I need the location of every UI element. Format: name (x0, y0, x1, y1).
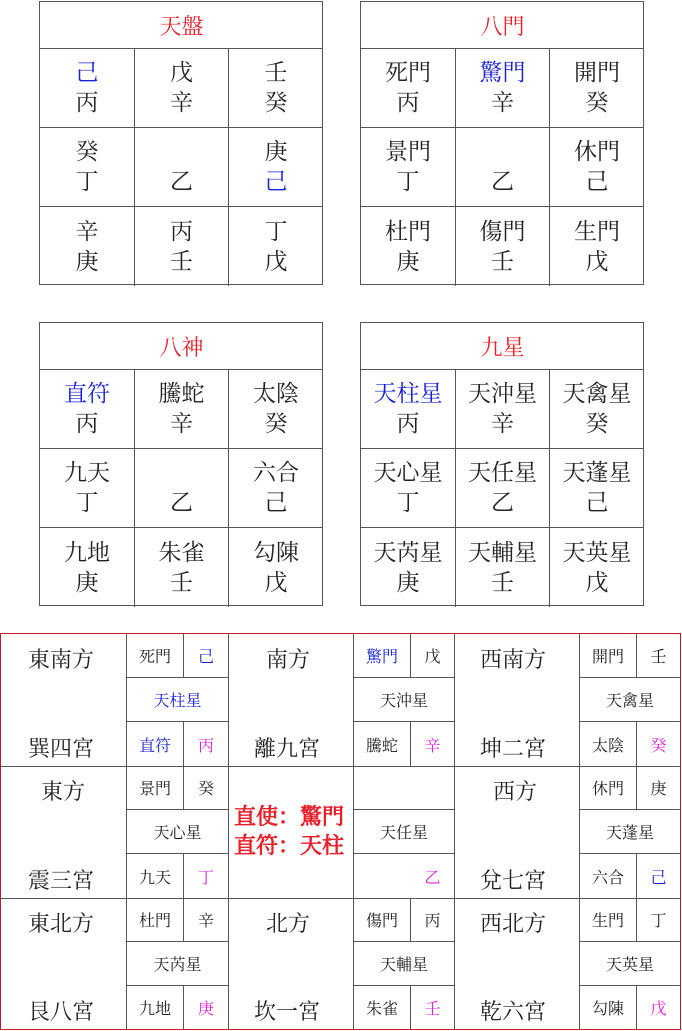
god-label: 六合 (580, 854, 637, 898)
palace-direction: 東南方 (28, 648, 95, 673)
god-label (354, 854, 411, 898)
palace-direction: 北方 (266, 912, 311, 937)
jiuxing-cell-3: 天禽星 癸 (550, 370, 644, 449)
god-stem: 丁 (197, 867, 214, 887)
god-stem: 丙 (197, 735, 214, 755)
jiuxing-cell-5: 天任星 乙 (456, 449, 550, 528)
door-stem: 壬 (650, 647, 667, 666)
palace-direction: 西方 (493, 780, 538, 805)
bashen-cell-6: 六合 己 (229, 449, 323, 528)
god-label: 直符 (127, 722, 184, 766)
palace-detail (126, 898, 228, 1029)
jiuxing-cell-9: 天英星 戊 (562, 539, 632, 596)
palace-name: 坤二宮 (480, 737, 547, 762)
door-label (354, 766, 454, 809)
door-stem: 丁 (650, 911, 667, 930)
nine-palace-chart (0, 633, 681, 1030)
star-label: 天芮星 (153, 955, 202, 974)
jiuxing-cell-8: 天輔星 壬 (456, 528, 550, 607)
jiuxing-cell-1: 天柱星 丙 (361, 370, 456, 449)
bamen-cell-2: 驚門 辛 (456, 49, 550, 128)
bamen-cell-3: 開門 癸 (550, 49, 644, 128)
bashen-cell-4: 九天 丁 (40, 449, 135, 528)
star-label: 天英星 (605, 955, 654, 974)
star-label: 天蓬星 (605, 823, 654, 842)
star-label: 天輔星 (379, 955, 428, 974)
palace-name: 艮八宮 (28, 1000, 95, 1025)
palace-gen (1, 898, 228, 1029)
god-label: 九天 (127, 854, 184, 898)
bashen-cell-3: 太陰 癸 (229, 370, 323, 449)
tianpan-cell-7: 辛 庚 (40, 207, 135, 286)
palace-direction: 南方 (266, 648, 311, 673)
god-label: 九地 (127, 986, 184, 1029)
jiuxing-grid (360, 322, 644, 606)
door-label: 休門 (580, 766, 637, 809)
tianpan-cell-5: 乙 (135, 128, 229, 207)
palace-dui (454, 766, 680, 898)
door-label: 驚門 (354, 634, 411, 677)
bashen-cell-5: 乙 (135, 449, 229, 528)
tianpan-grid (39, 1, 323, 285)
palace-detail (126, 766, 228, 898)
star-label: 天柱星 (153, 691, 202, 710)
center-zhishi: 直使：驚門 (234, 804, 345, 830)
door-stem: 丙 (424, 911, 441, 930)
door-stem: 庚 (650, 779, 667, 798)
bashen-cell-7: 九地 庚 (40, 528, 135, 607)
god-stem: 庚 (197, 999, 214, 1018)
god-label: 朱雀 (354, 986, 411, 1029)
jiuxing-cell-7: 天芮星 庚 (361, 528, 456, 607)
door-label: 生門 (580, 898, 637, 941)
tianpan-cell-2: 戊 辛 (135, 49, 229, 128)
god-label: 太陰 (580, 722, 637, 766)
bashen-cell-1: 直符 丙 (40, 370, 135, 449)
bamen-cell-4: 景門 丁 (361, 128, 456, 207)
god-label: 勾陳 (580, 986, 637, 1029)
bashen-cell-2: 騰蛇 辛 (135, 370, 229, 449)
door-stem: 癸 (197, 779, 214, 798)
center-zhifu: 直符：天柱 (234, 833, 345, 859)
palace-detail (353, 898, 454, 1029)
star-label: 天禽星 (605, 691, 654, 710)
palace-name: 離九宮 (254, 737, 321, 762)
palace-direction: 東方 (41, 780, 86, 805)
bamen-title: 八門 (361, 2, 644, 49)
jiuxing-title: 九星 (361, 323, 644, 370)
bashen-cell-8: 朱雀 壬 (135, 528, 229, 607)
palace-detail (579, 898, 680, 1029)
door-stem: 戊 (424, 647, 441, 666)
palace-kun (454, 634, 680, 766)
tianpan-cell-1: 己 丙 (40, 49, 135, 128)
god-label: 騰蛇 (354, 722, 411, 766)
palace-name: 巽四宮 (28, 737, 95, 762)
door-label: 傷門 (354, 898, 411, 941)
palace-direction: 西北方 (480, 912, 547, 937)
star-label: 天沖星 (379, 691, 428, 710)
palace-detail (126, 634, 228, 766)
tianpan-cell-8: 丙 壬 (135, 207, 229, 286)
palace-kan (228, 898, 454, 1029)
bamen-cell-5: 乙 (456, 128, 550, 207)
palace-qian (454, 898, 680, 1029)
palace-name: 乾六宮 (480, 1000, 547, 1025)
bamen-cell-1: 死門 丙 (361, 49, 456, 128)
god-stem: 己 (650, 867, 667, 887)
jiuxing-cell-4: 天心星 丁 (361, 449, 456, 528)
star-label: 天心星 (153, 823, 202, 842)
bashen-title: 八神 (40, 323, 323, 370)
jiuxing-cell-2: 天沖星 辛 (456, 370, 550, 449)
palace-name: 兌七宮 (480, 869, 547, 894)
palace-xun (1, 634, 228, 766)
door-label: 景門 (127, 766, 184, 809)
god-stem: 戊 (650, 999, 667, 1018)
door-label: 死門 (127, 634, 184, 677)
tianpan-title: 天盤 (40, 2, 323, 49)
palace-detail (579, 766, 680, 898)
god-stem: 辛 (424, 735, 441, 755)
tianpan-cell-4: 癸 丁 (40, 128, 135, 207)
door-label: 開門 (580, 634, 637, 677)
palace-detail (353, 634, 454, 766)
bamen-cell-8: 傷門 壬 (456, 207, 550, 286)
tianpan-cell-9: 丁 戊 (264, 218, 288, 275)
palace-center (228, 766, 454, 898)
palace-zhen (1, 766, 228, 898)
door-stem: 己 (197, 647, 214, 666)
palace-detail (353, 766, 454, 898)
god-stem: 乙 (424, 867, 441, 887)
tianpan-cell-6: 庚 己 (229, 128, 323, 207)
jiuxing-cell-6: 天蓬星 己 (550, 449, 644, 528)
door-label: 杜門 (127, 898, 184, 941)
palace-name: 坎一宮 (254, 1000, 321, 1025)
tianpan-cell-3: 壬 癸 (229, 49, 323, 128)
bashen-grid (39, 322, 323, 606)
star-label: 天任星 (379, 823, 428, 842)
bamen-cell-6: 休門 己 (550, 128, 644, 207)
palace-detail (579, 634, 680, 766)
palace-li (228, 634, 454, 766)
palace-name: 震三宮 (28, 869, 95, 894)
palace-direction: 西南方 (480, 648, 547, 673)
bamen-cell-7: 杜門 庚 (361, 207, 456, 286)
palace-direction: 東北方 (28, 912, 95, 937)
bamen-cell-9: 生門 戊 (574, 218, 620, 275)
door-stem: 辛 (197, 911, 214, 930)
god-stem: 壬 (424, 999, 441, 1018)
god-stem: 癸 (650, 735, 667, 755)
bashen-cell-9: 勾陳 戊 (253, 539, 299, 596)
bamen-grid (360, 1, 644, 285)
